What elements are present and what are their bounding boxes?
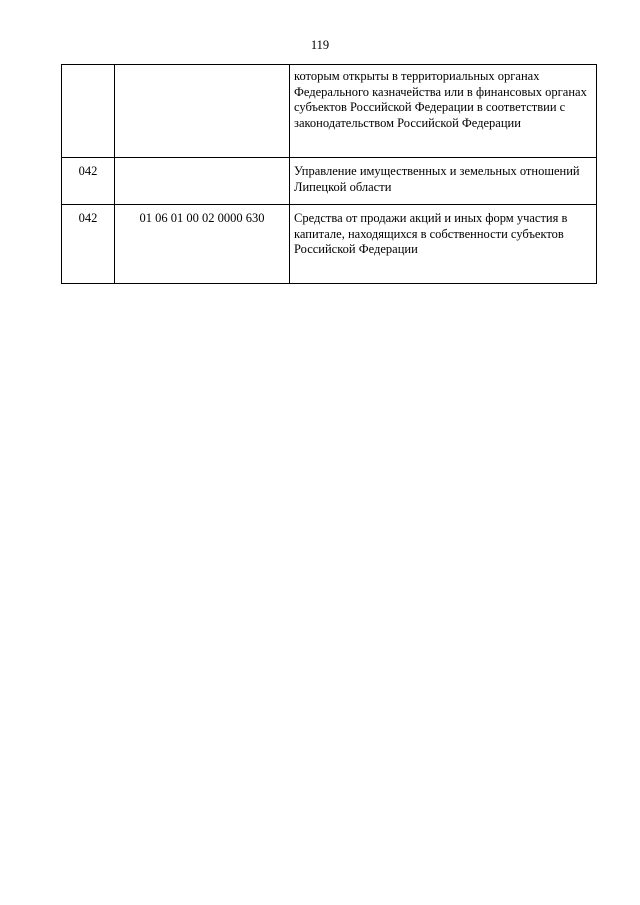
source-name-cell: Управление имущественных и земельных отношений Липецкой области	[290, 158, 597, 205]
admin-code-cell	[62, 65, 115, 158]
admin-code-cell: 042	[62, 158, 115, 205]
source-code-cell	[115, 158, 290, 205]
budget-sources-table	[61, 64, 597, 284]
source-code-cell	[115, 65, 290, 158]
admin-code-cell: 042	[62, 205, 115, 284]
source-name-cell: которым открыты в территориальных органах Федерального казначейства или в финансовых органах субъектов Российской Федерации в соответствии с законодательством Российской Федерации	[290, 65, 597, 158]
page-number: 119	[310, 38, 330, 52]
source-name-cell: Средства от продажи акций и иных форм участия в капитале, находящихся в собственности субъектов Российской Федерации	[290, 205, 597, 284]
table-row	[62, 158, 597, 205]
table-row	[62, 205, 597, 284]
source-code-cell: 01 06 01 00 02 0000 630	[115, 205, 290, 284]
table-row	[62, 65, 597, 158]
